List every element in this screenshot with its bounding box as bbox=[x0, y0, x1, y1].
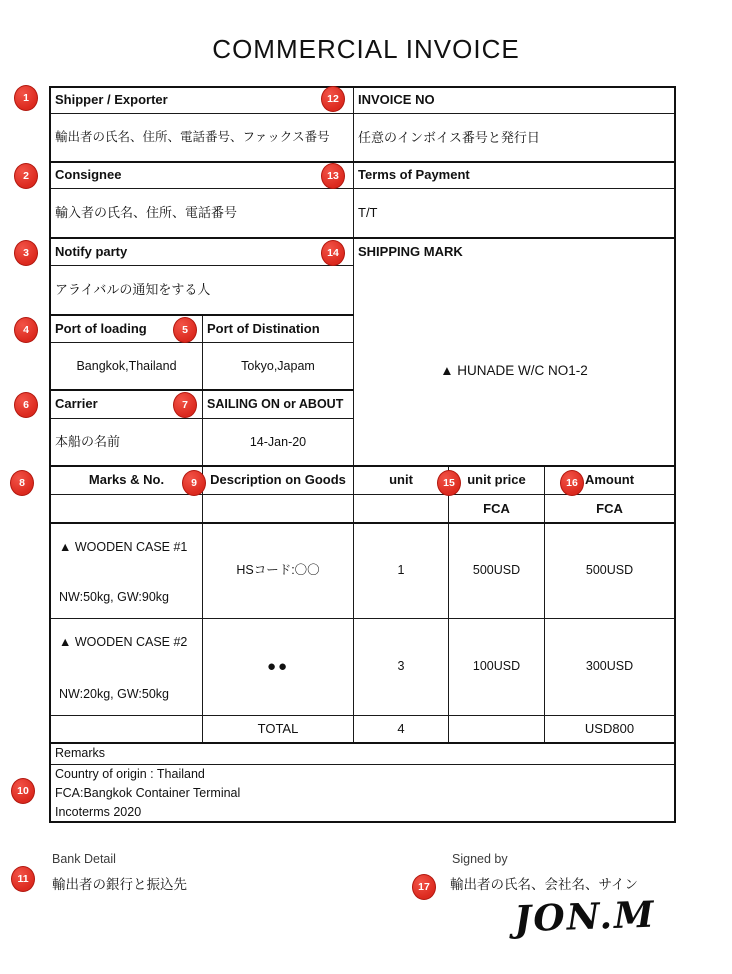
total-row-marks-empty bbox=[51, 715, 202, 743]
annotation-marker-5: 5 bbox=[173, 317, 197, 343]
item1-description: HSコード:〇〇 bbox=[202, 523, 353, 618]
annotation-marker-8: 8 bbox=[10, 470, 34, 496]
currency-amount: FCA bbox=[544, 494, 674, 523]
port-of-loading-value: Bangkok,Thailand bbox=[51, 342, 202, 390]
goods-header-amount: Amount bbox=[544, 466, 674, 494]
currency-unit-price: FCA bbox=[448, 494, 544, 523]
annotation-marker-6: 6 bbox=[14, 392, 38, 418]
item2-marks-cell bbox=[51, 618, 202, 715]
goods-header-marks: Marks & No. bbox=[51, 466, 202, 494]
total-amount: USD800 bbox=[544, 715, 674, 743]
terms-of-payment-label: Terms of Payment bbox=[353, 162, 674, 188]
annotation-marker-15: 15 bbox=[437, 470, 461, 496]
sailing-on-or-about-label: SAILING ON or ABOUT bbox=[202, 390, 353, 418]
item2-amount: 300USD bbox=[544, 618, 674, 715]
consignee-label: Consignee bbox=[51, 162, 353, 188]
carrier-label: Carrier bbox=[51, 390, 202, 418]
invoice-table bbox=[49, 86, 676, 823]
bank-detail-label: Bank Detail bbox=[52, 852, 116, 866]
remarks-content bbox=[51, 764, 674, 821]
notify-party-value: アライバルの通知をする人 bbox=[51, 265, 353, 315]
bank-detail-value: 輸出者の銀行と振込先 bbox=[52, 877, 187, 892]
divider-thick-5 bbox=[51, 465, 674, 467]
notify-party-label: Notify party bbox=[51, 238, 353, 265]
total-unit-price-empty bbox=[448, 715, 544, 743]
divider-thick-2 bbox=[51, 237, 674, 239]
annotation-marker-12: 12 bbox=[321, 86, 345, 112]
annotation-marker-2: 2 bbox=[14, 163, 38, 189]
divider-thick-3 bbox=[51, 314, 354, 316]
currency-row-marks-empty bbox=[51, 494, 202, 523]
shipping-mark-label: SHIPPING MARK bbox=[358, 244, 463, 259]
annotation-marker-1: 1 bbox=[14, 85, 38, 111]
shipping-mark-cell bbox=[353, 238, 674, 466]
shipper-value: 輸出者の氏名、住所、電話番号、ファックス番号 bbox=[51, 113, 353, 162]
goods-header-unit-price: unit price bbox=[448, 466, 544, 494]
goods-header-unit: unit bbox=[353, 466, 448, 494]
remarks-line-3: Incoterms 2020 bbox=[55, 804, 142, 819]
annotation-marker-3: 3 bbox=[14, 240, 38, 266]
item1-unit-price: 500USD bbox=[448, 523, 544, 618]
signature-handwriting: JON.M bbox=[513, 893, 657, 941]
total-unit: 4 bbox=[353, 715, 448, 743]
annotation-marker-16: 16 bbox=[560, 470, 584, 496]
port-of-destination-value: Tokyo,Japam bbox=[202, 342, 353, 390]
annotation-marker-4: 4 bbox=[14, 317, 38, 343]
remarks-line-2: FCA:Bangkok Container Terminal bbox=[55, 785, 241, 800]
item1-unit: 1 bbox=[353, 523, 448, 618]
divider-thick-4 bbox=[51, 389, 354, 391]
total-label: TOTAL bbox=[202, 715, 353, 743]
invoice-no-value: 任意のインボイス番号と発行日 bbox=[353, 113, 674, 162]
currency-row-unit-empty bbox=[353, 494, 448, 523]
currency-row-description-empty bbox=[202, 494, 353, 523]
signed-by-value: 輸出者の氏名、会社名、サイン bbox=[450, 877, 639, 892]
carrier-value: 本船の名前 bbox=[51, 418, 202, 466]
sailing-date-value: 14-Jan-20 bbox=[202, 418, 353, 466]
item1-amount: 500USD bbox=[544, 523, 674, 618]
goods-header-description: Description on Goods bbox=[202, 466, 353, 494]
annotation-marker-11: 11 bbox=[11, 866, 35, 892]
terms-of-payment-value: T/T bbox=[353, 188, 674, 238]
annotation-marker-9: 9 bbox=[182, 470, 206, 496]
consignee-value: 輸入者の氏名、住所、電話番号 bbox=[51, 188, 353, 238]
item2-description: ●● bbox=[202, 618, 353, 715]
port-of-loading-label: Port of loading bbox=[51, 315, 202, 342]
item2-weights: NW:20kg, GW:50kg bbox=[59, 687, 169, 702]
port-of-destination-label: Port of Distination bbox=[202, 315, 353, 342]
remarks-label: Remarks bbox=[51, 743, 674, 764]
item2-unit-price: 100USD bbox=[448, 618, 544, 715]
divider-thick-1 bbox=[51, 161, 674, 163]
item1-weights: NW:50kg, GW:90kg bbox=[59, 590, 169, 605]
item1-marks: ▲ WOODEN CASE #1 bbox=[59, 540, 188, 554]
page-title: COMMERCIAL INVOICE bbox=[212, 34, 520, 64]
shipper-label: Shipper / Exporter bbox=[55, 92, 168, 108]
invoice-no-label: INVOICE NO bbox=[353, 88, 674, 113]
item1-marks-cell bbox=[51, 523, 202, 618]
item2-unit: 3 bbox=[353, 618, 448, 715]
annotation-marker-13: 13 bbox=[321, 163, 345, 189]
remarks-line-1: Country of origin : Thailand bbox=[55, 766, 205, 781]
annotation-marker-17: 17 bbox=[412, 874, 436, 900]
annotation-marker-7: 7 bbox=[173, 392, 197, 418]
divider-thick-7 bbox=[51, 742, 674, 744]
annotation-marker-14: 14 bbox=[321, 240, 345, 266]
shipping-mark-value: ▲ HUNADE W/C NO1-2 bbox=[440, 363, 588, 379]
divider-thick-6 bbox=[51, 522, 674, 524]
annotation-marker-10: 10 bbox=[11, 778, 35, 804]
item2-marks: ▲ WOODEN CASE #2 bbox=[59, 635, 188, 649]
signed-by-label: Signed by bbox=[452, 852, 508, 866]
